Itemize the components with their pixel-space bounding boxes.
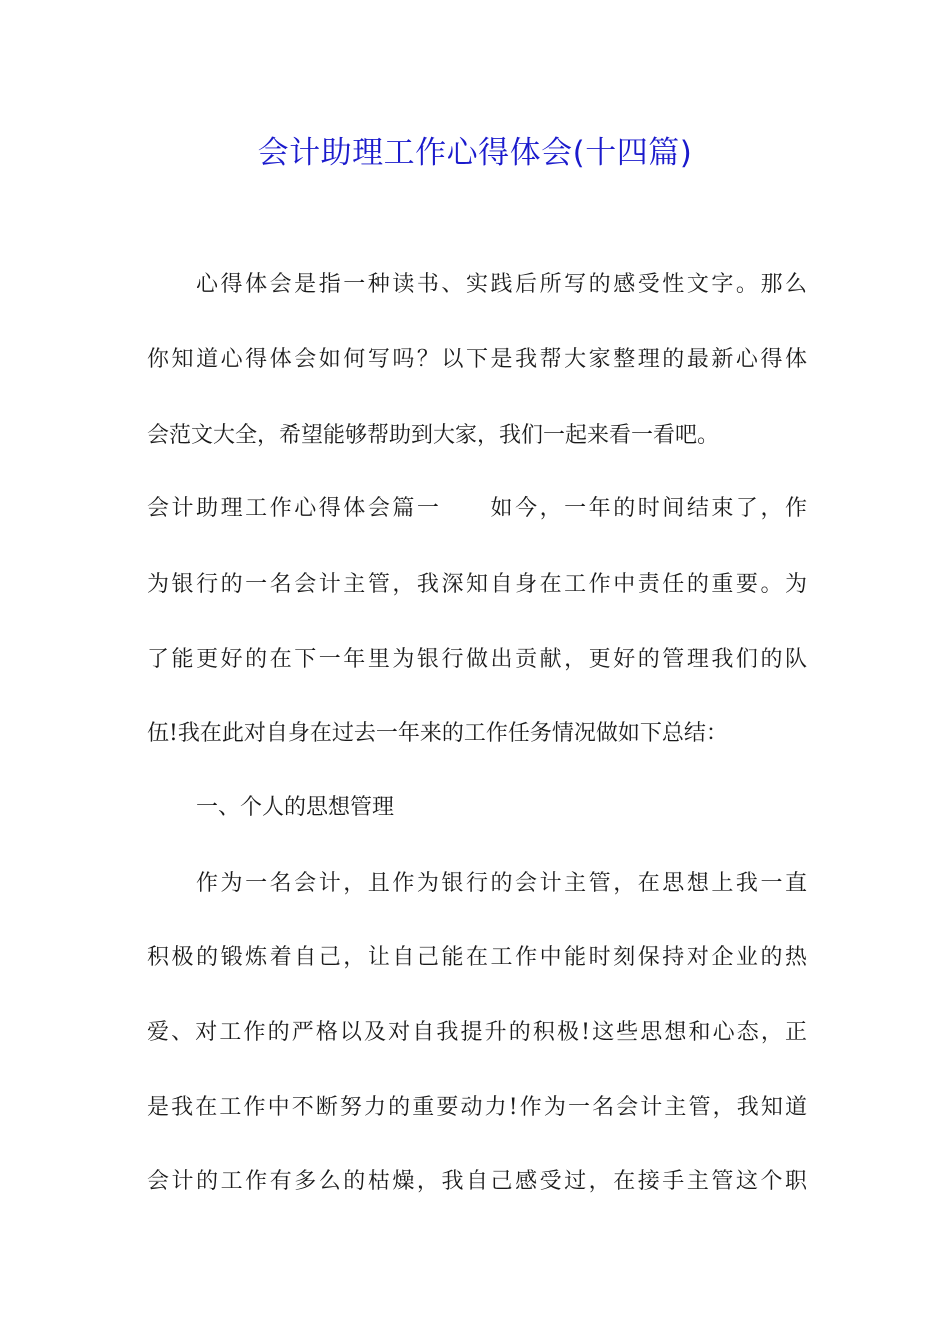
- paragraph-line-11: 是我在工作中不断努力的重要动力!作为一名会计主管，我知道: [147, 1095, 807, 1120]
- paragraph-line-1: 心得体会是指一种读书、实践后所写的感受性文字。那么: [196, 272, 807, 297]
- paragraph-line-7: 伍!我在此对自身在过去一年来的工作任务情况做如下总结：: [147, 721, 728, 746]
- paragraph-line-12: 会计的工作有多么的枯燥，我自己感受过，在接手主管这个职: [147, 1169, 807, 1194]
- paragraph-line-5: 为银行的一名会计主管，我深知自身在工作中责任的重要。为: [147, 572, 807, 597]
- paragraph-line-4: 会计助理工作心得体会篇一 如今，一年的时间结束了，作: [147, 496, 807, 521]
- paragraph-line-9: 积极的锻炼着自己，让自己能在工作中能时刻保持对企业的热: [147, 945, 807, 970]
- paragraph-line-2: 你知道心得体会如何写吗？以下是我帮大家整理的最新心得体: [147, 347, 807, 372]
- document-title: 会计助理工作心得体会(十四篇): [257, 135, 693, 171]
- section-heading: 一、个人的思想管理: [196, 795, 395, 820]
- paragraph-line-10: 爱、对工作的严格以及对自我提升的积极!这些思想和心态，正: [147, 1020, 807, 1045]
- paragraph-line-3: 会范文大全，希望能够帮助到大家，我们一起来看一看吧。: [147, 423, 720, 448]
- paragraph-line-6: 了能更好的在下一年里为银行做出贡献，更好的管理我们的队: [147, 647, 807, 672]
- paragraph-line-8: 作为一名会计，且作为银行的会计主管，在思想上我一直: [196, 871, 807, 896]
